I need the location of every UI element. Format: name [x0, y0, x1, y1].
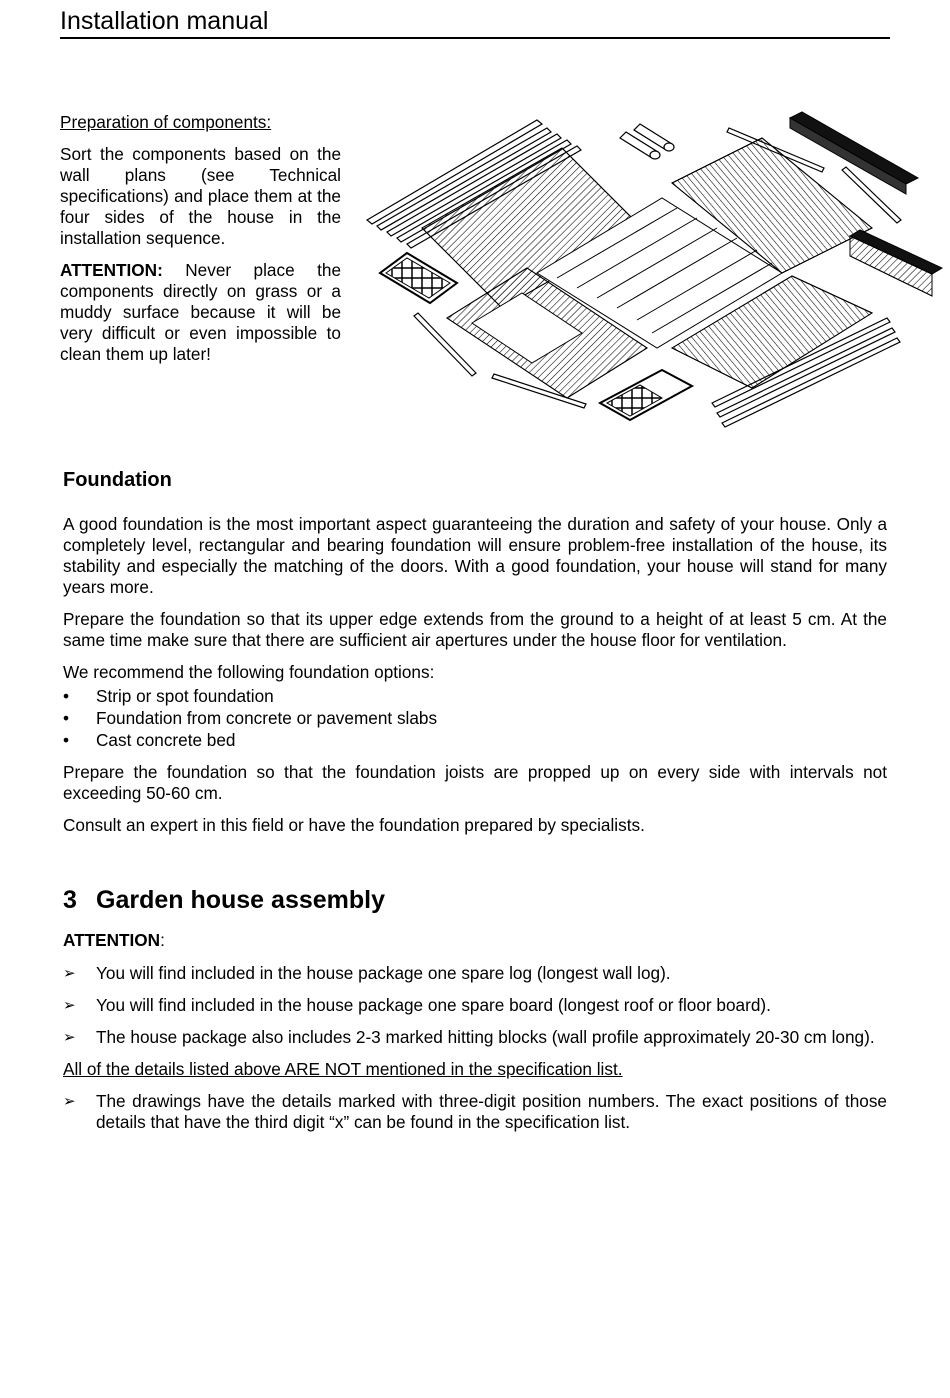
assembly-attention: ATTENTION: — [63, 930, 165, 950]
window-left — [380, 253, 457, 303]
bullet-icon: • — [63, 686, 70, 706]
section-number: 3 — [63, 886, 77, 914]
list-item: • Cast concrete bed — [63, 730, 236, 750]
preparation-heading: Preparation of components: — [60, 112, 272, 132]
section-title: Garden house assembly — [96, 886, 386, 914]
arrow-bullet-icon: ➢ — [63, 997, 76, 1014]
assembly-list — [63, 963, 887, 1048]
list-item: • Strip or spot foundation — [63, 686, 274, 706]
components-drawing — [362, 108, 944, 434]
page-header — [60, 5, 890, 39]
foundation-heading: Foundation — [63, 469, 172, 491]
preparation-attention — [60, 260, 341, 365]
preparation-text: Sort the components based on the wall plans (see Technical specifications) and place them at the four sides of the house in the installation sequence. — [60, 144, 341, 248]
foundation-paragraph-5: Consult an expert in this field or have the foundation prepared by specialists. — [63, 815, 645, 835]
bullet-icon: • — [63, 730, 70, 750]
arrow-bullet-icon: ➢ — [63, 965, 76, 982]
foundation-paragraph-2: Prepare the foundation so that its upper edge extends from the ground to a height of at least 5 cm. At the same time make sure that there are sufficient air apertures under the house floor for ventilation. — [63, 609, 887, 650]
foundation-options-list — [63, 685, 887, 751]
page-header-title: Installation manual — [60, 7, 269, 35]
specification-note: All of the details listed above ARE NOT mentioned in the specification list. — [63, 1059, 623, 1079]
foundation-paragraph-3: We recommend the following foundation options: — [63, 662, 435, 682]
preparation-section — [60, 112, 341, 376]
foundation-paragraph-1: A good foundation is the most important aspect guaranteeing the duration and safety of your house. Only a completely level, rectangular and bearing foundation will ensure problem-free installation of the house, its stability and especially the matching of the doors. With a good foundation, your house will stand for many years more. — [63, 514, 887, 597]
bullet-icon: • — [63, 708, 70, 728]
attention-label: ATTENTION: — [60, 260, 163, 280]
main-content — [63, 466, 887, 1144]
list-item: ➢ You will find included in the house package one spare board (longest roof or floor board). — [63, 995, 771, 1015]
arrow-bullet-icon: ➢ — [63, 1029, 76, 1046]
list-item: • Foundation from concrete or pavement slabs — [63, 708, 438, 728]
list-item: ➢ The drawings have the details marked with three-digit position numbers. The exact positions of those details that have the third digit “x” can be found in the specification list. — [63, 1091, 887, 1132]
assembly-list-2 — [63, 1091, 887, 1133]
cylinders — [620, 124, 674, 159]
foundation-paragraph-4: Prepare the foundation so that the foundation joists are propped up on every side with intervals not exceeding 50-60 cm. — [63, 762, 887, 803]
assembly-heading — [63, 880, 887, 920]
list-item: ➢ The house package also includes 2-3 marked hitting blocks (wall profile approximately 20-30 cm long). — [63, 1027, 875, 1047]
attention-text: Never place the components directly on grass or a muddy surface because it will be very difficult or even impossible to clean them up later! — [60, 260, 341, 364]
arrow-bullet-icon: ➢ — [63, 1093, 76, 1110]
door-panel — [600, 370, 692, 420]
list-item: ➢ You will find included in the house package one spare log (longest wall log). — [63, 963, 671, 983]
